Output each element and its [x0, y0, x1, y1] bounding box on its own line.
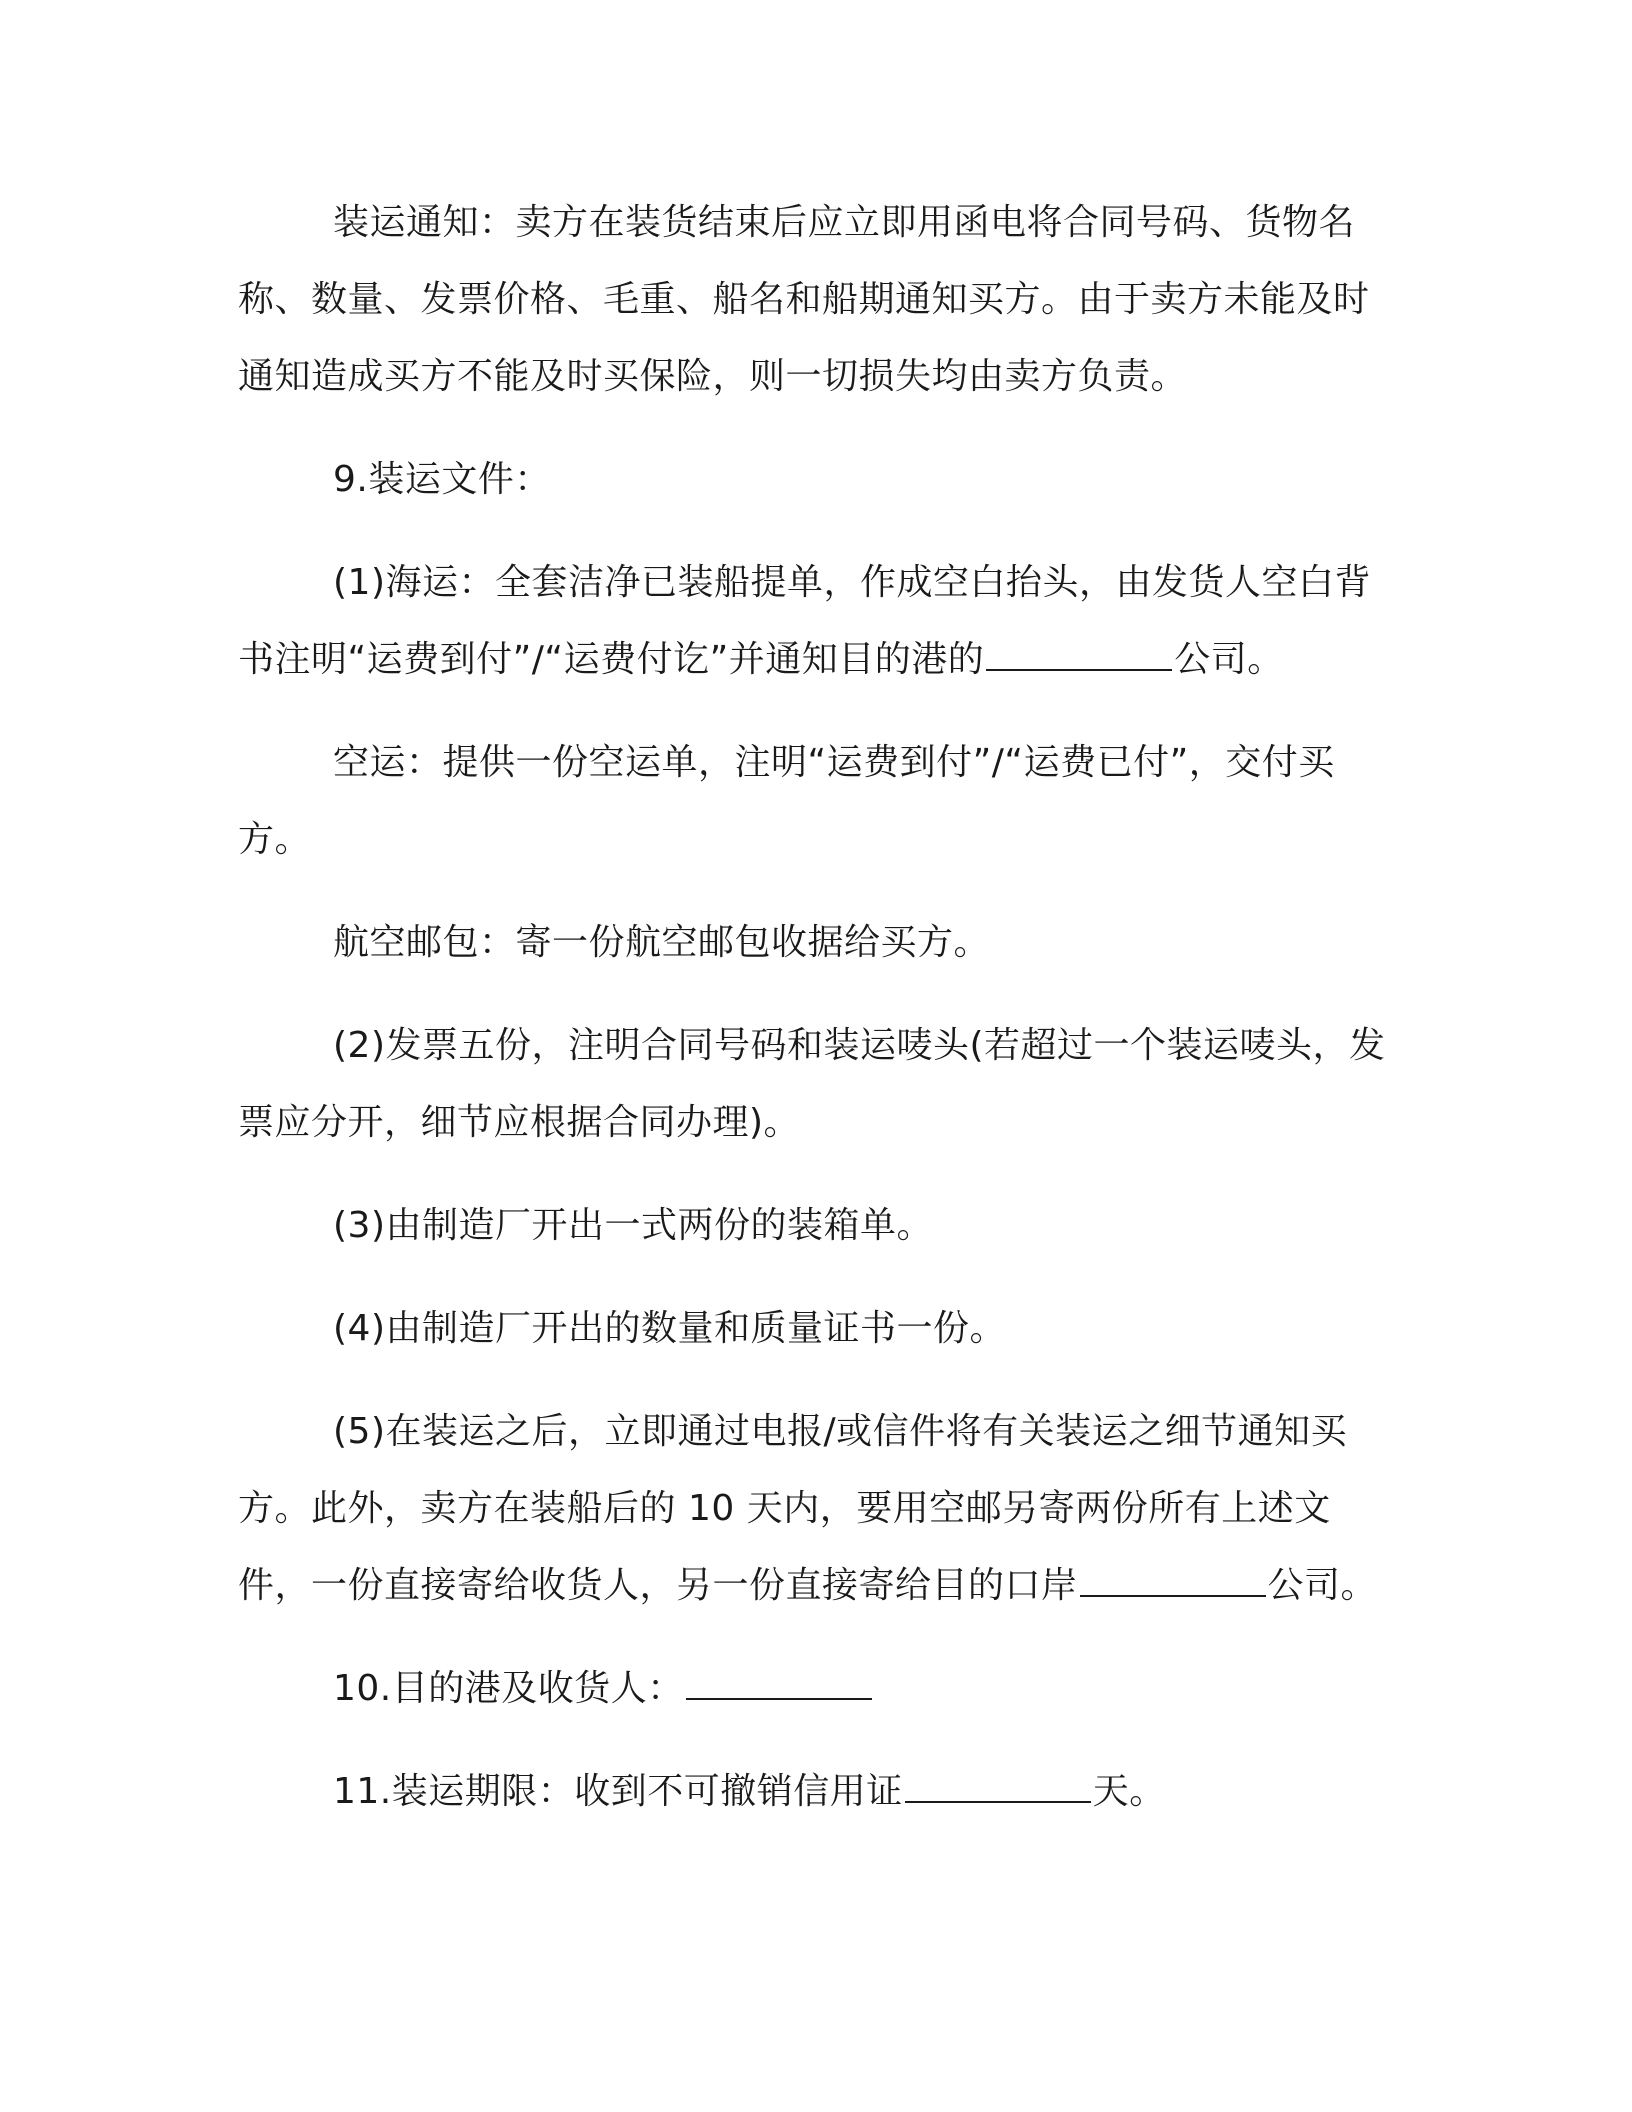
paragraph-text: 公司。: [1174, 639, 1284, 680]
paragraph-text: 10.目的港及收货人：: [333, 1668, 684, 1709]
paragraph-shipping-documents-heading: [238, 441, 1388, 518]
paragraph-quality-certificate: [238, 1290, 1388, 1367]
paragraph-airmail-parcel: [238, 904, 1388, 981]
paragraph-text: (4)由制造厂开出的数量和质量证书一份。: [333, 1308, 1006, 1349]
paragraph-text: 装运通知：卖方在装货结束后应立即用函电将合同号码、货物名称、数量、发票价格、毛重、船名和船期通知买方。由于卖方未能及时通知造成买方不能及时买保险，则一切损失均由卖方负责。: [238, 202, 1370, 397]
paragraph-shipment-deadline: [238, 1753, 1388, 1830]
paragraph-after-shipment: [238, 1393, 1388, 1624]
blank-line: [1080, 1565, 1266, 1597]
blank-line: [686, 1668, 872, 1700]
paragraph-text: 9.装运文件：: [333, 459, 551, 500]
paragraph-text: (3)由制造厂开出一式两份的装箱单。: [333, 1205, 933, 1246]
paragraph-shipping-notice: [238, 184, 1388, 415]
paragraph-air-transport: [238, 724, 1388, 878]
paragraph-text: 公司。: [1267, 1565, 1378, 1606]
paragraph-text: 11.装运期限：收到不可撤销信用证: [333, 1771, 903, 1812]
paragraph-text: 航空邮包：寄一份航空邮包收据给买方。: [333, 922, 991, 963]
paragraph-packing-list: [238, 1187, 1388, 1264]
paragraph-text: 天。: [1092, 1771, 1166, 1812]
paragraph-text: (1)海运：全套洁净已装船提单，作成空白抬头，由发货人空白背书注明“运费到付”/“运费付讫”并通知目的港的: [238, 562, 1371, 680]
paragraph-sea-transport: [238, 544, 1388, 698]
paragraph-invoice: [238, 1007, 1388, 1161]
paragraph-text: (5)在装运之后，立即通过电报/或信件将有关装运之细节通知买方。此外，卖方在装船后的 10 天内，要用空邮另寄两份所有上述文件，一份直接寄给收货人，另一份直接寄给目的口岸: [238, 1411, 1348, 1606]
paragraph-text: 空运：提供一份空运单，注明“运费到付”/“运费已付”，交付买方。: [238, 742, 1335, 860]
blank-line: [986, 639, 1172, 671]
paragraph-destination-port: [238, 1650, 1388, 1727]
paragraph-text: (2)发票五份，注明合同号码和装运唛头(若超过一个装运唛头，发票应分开，细节应根据合同办理)。: [238, 1025, 1386, 1143]
document-body: [238, 184, 1388, 1856]
blank-line: [905, 1771, 1091, 1803]
